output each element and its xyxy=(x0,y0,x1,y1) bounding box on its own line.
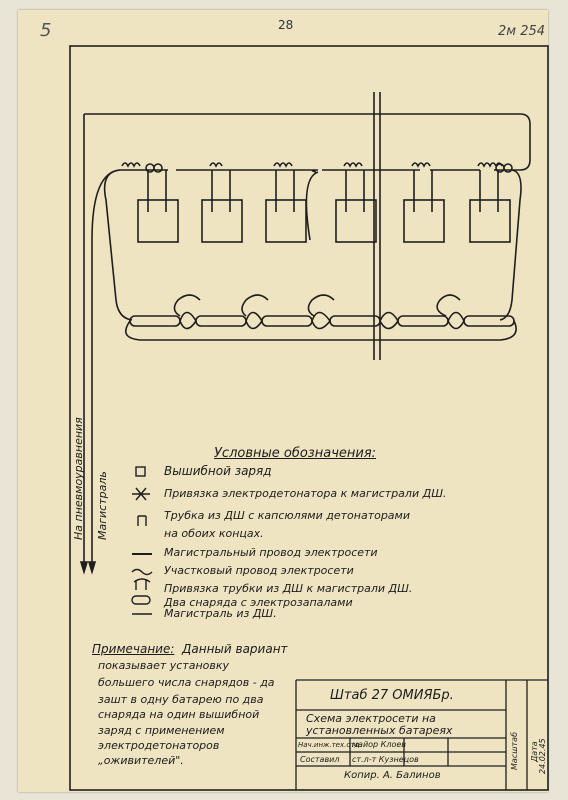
legend-symbols xyxy=(132,467,152,614)
note-line: показывает установку xyxy=(98,659,230,672)
title-block-title-2: установленных батареях xyxy=(306,724,453,737)
charge-6 xyxy=(470,200,510,242)
legend-item: Магистральный провод электросети xyxy=(164,546,378,559)
charge-4 xyxy=(336,200,376,242)
corner-mark-right: 2м 254 xyxy=(498,24,546,39)
legend-item: Участковый провод электросети xyxy=(164,564,354,577)
note-line: Данный вариант xyxy=(182,642,288,656)
note-line: заряд с применением xyxy=(98,724,225,737)
main-line-top xyxy=(84,114,530,170)
title-block-row2-name: ст.л-т Кузнецов xyxy=(352,755,419,764)
page-number: 28 xyxy=(278,18,294,32)
label-magistral: Магистраль xyxy=(96,471,109,540)
legend-item: Привязка трубки из ДШ к магистрали ДШ. xyxy=(164,582,413,595)
note-line: снаряда на один вышибной xyxy=(98,708,260,721)
charge-3 xyxy=(266,200,306,242)
note-line: зашт в одну батарею по два xyxy=(98,693,264,706)
title-block-row1-label: Нач.инж.тех.отд. xyxy=(298,741,362,749)
title-block-date: 24.02.45 xyxy=(538,738,547,774)
note-line: „оживителей". xyxy=(98,754,184,767)
legend-item: на обоих концах. xyxy=(164,527,264,540)
note-line: большего числа снарядов - да xyxy=(98,676,275,689)
upper-wire xyxy=(120,170,512,172)
title-block-org: Штаб 27 ОМИЯБр. xyxy=(330,688,454,703)
title-block-copied-by: Копир. А. Балинов xyxy=(344,770,441,781)
right-loop-wire xyxy=(500,170,521,320)
legend-item: Два снаряда с электрозапалами xyxy=(164,596,353,609)
note-label: Примечание: xyxy=(92,642,175,656)
legend-item: Трубка из ДШ с капсюлями детонаторами xyxy=(164,509,410,522)
title-block-row1-name: майор Клоев xyxy=(352,740,406,749)
title-block-title-1: Схема электросети на xyxy=(306,712,436,725)
title-block-row2-label: Составил xyxy=(300,755,340,764)
title-block-scale-label: Масштаб xyxy=(510,731,519,770)
charge-1 xyxy=(138,200,178,242)
left-loop-wire xyxy=(105,170,132,320)
charge-5 xyxy=(404,200,444,242)
legend-title: Условные обозначения: xyxy=(214,446,377,461)
shell-row xyxy=(130,316,514,326)
title-block-date-label: Дата xyxy=(530,741,539,762)
legend-item: Привязка электродетонатора к магистрали ДШ. xyxy=(164,487,447,500)
legend-item: Вышибной заряд xyxy=(164,464,272,478)
corner-mark-left: 5 xyxy=(40,20,52,41)
legend-item: Магистраль из ДШ. xyxy=(164,607,277,620)
charge-2 xyxy=(202,200,242,242)
label-pneumo: На пневмоуравнения xyxy=(72,417,85,540)
note-line: электродетонаторов xyxy=(98,739,220,752)
